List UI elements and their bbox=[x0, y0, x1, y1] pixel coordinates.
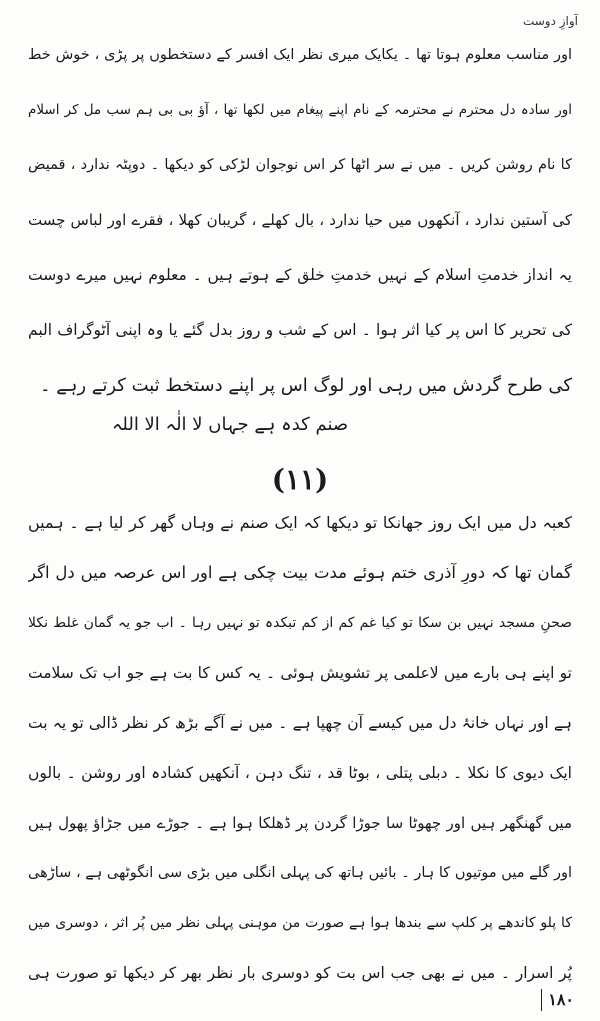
text-line: تو اپنے ہی بارے میں لاعلمی پر تشویش ہوئی ۔ یہ کس کا بت ہے جو اب تک سلامت bbox=[28, 664, 572, 682]
section-number: (۱۱) bbox=[271, 463, 329, 496]
text-line: یہ انداز خدمتِ اسلام کے نہیں خدمتِ خلق کے ہوتے ہیں ۔ معلوم نہیں میرے دوست bbox=[28, 266, 572, 284]
text-line: پُر اسرار ۔ میں نے بھی جب اس بت کو دوسری بار نظر بھر کر دیکھا تو صورت ہی bbox=[28, 964, 572, 982]
verse-couplet: صنم کدہ ہے جہاں لا الٰہ الا اللہ bbox=[111, 414, 349, 435]
running-header: آوازِ دوست bbox=[522, 14, 578, 28]
text-line: ایک دیوی کا نکلا ۔ دبلی پتلی ، بوٹا قد ، تنگ دہن ، آنکھیں کشادہ اور روشن ۔ بالوں bbox=[28, 764, 572, 782]
paragraph-2 bbox=[28, 498, 572, 998]
text-line: اور سادہ دل محترم نے محترمہ کے نام اپنے پیغام میں لکھا تھا ، آؤ بی بی ہم سب مل کر اسلام bbox=[28, 102, 572, 118]
text-line: میں گھنگھر ہیں اور چھوٹا سا جوڑا گردن پر ڈھلکا ہوا ہے ۔ جوڑے میں جڑاؤ پھول ہیں bbox=[28, 814, 572, 832]
text-line: اور مناسب معلوم ہوتا تھا ۔ یکایک میری نظر ایک افسر کے دستخطوں پر پڑی ، خوش خط bbox=[28, 47, 572, 63]
text-line: کی آستین ندارد ، آنکھوں میں حیا ندارد ، بال کھلے ، گریبان کھلا ، فقرے اور لباس چست bbox=[28, 211, 572, 229]
text-line: کا نام روشن کریں ۔ میں نے سر اٹھا کر اس نوجوان لڑکی کو دیکھا ۔ دوپٹہ ندارد ، قمیض bbox=[28, 157, 572, 173]
text-line: کا پلو کاندھے پر کلپ سے بندھا ہوا ہے صورت من موہنی پہلی نظر میں پُر اثر ، دوسری میں bbox=[28, 915, 572, 931]
text-line: کعبہ دل میں ایک روز جھانکا تو دیکھا کہ ایک صنم نے وہاں گھر کر لیا ہے ۔ ہمیں bbox=[28, 513, 572, 532]
text-line: ہے اور نہاں خانۂ دل میں کیسے آن چھپا ہے ۔ میں نے آگے بڑھ کر نظر ڈالی تو یہ بت bbox=[28, 714, 572, 732]
text-line: صحنِ مسجد نہیں بن سکا تو کیا غم کم از کم تبکدہ تو نہیں رہا ۔ اب جو یہ گمان غلط نکلا bbox=[28, 615, 572, 631]
text-line: گمان تھا کہ دورِ آذری ختم ہوئے مدت بیت چکی ہے اور اس عرصہ میں دل اگر bbox=[28, 563, 572, 582]
paragraph-1 bbox=[28, 28, 572, 413]
text-line: اور گلے میں موتیوں کا ہار ۔ بائیں ہاتھ کی پہلی انگلی میں بڑی سی انگوٹھی ہے ، ساڑھی bbox=[28, 865, 572, 881]
text-line: کی طرح گردش میں رہی اور لوگ اس پر اپنے دستخط ثبت کرتے رہے ۔ bbox=[40, 375, 572, 396]
text-line: کی تحریر کا اس پر کیا اثر ہوا ۔ اس کے شب و روز بدل گئے یا وہ اپنی آٹوگراف البم bbox=[28, 321, 572, 339]
page-number: ۱۸۰ bbox=[541, 989, 574, 1011]
